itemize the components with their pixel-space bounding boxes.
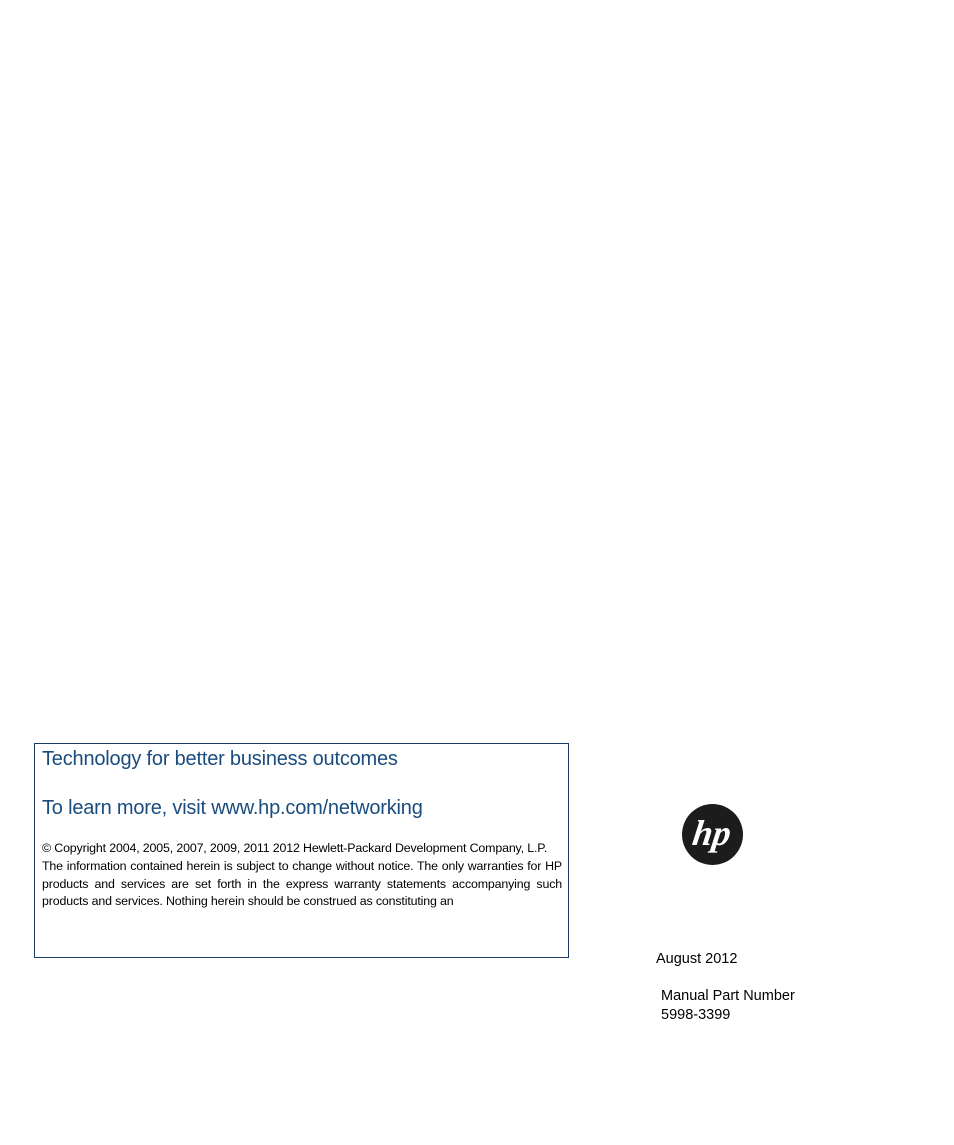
tagline: Technology for better business outcomes — [42, 748, 398, 770]
manual-part-number-label: Manual Part Number — [661, 988, 795, 1004]
manual-part-number: 5998-3399 — [661, 1007, 731, 1023]
publication-date: August 2012 — [656, 951, 738, 967]
hp-logo-text: hp — [690, 813, 734, 853]
info-box — [34, 743, 569, 958]
warranty-disclaimer: The information contained herein is subject to change without notice. The only warranties for HP products and services are set forth in the express warranty statements accompanying such products and services. Nothing herein should be construed as constituting an — [42, 858, 562, 909]
copyright-notice: © Copyright 2004, 2005, 2007, 2009, 2011 2012 Hewlett-Packard Development Company, L.P. — [42, 841, 548, 855]
hp-logo-icon — [682, 804, 743, 865]
learn-more-prefix: To learn more, visit — [42, 797, 212, 819]
learn-more-text — [42, 795, 562, 821]
networking-link[interactable]: www.hp.com/networking — [211, 797, 423, 819]
legal-text — [42, 840, 562, 911]
